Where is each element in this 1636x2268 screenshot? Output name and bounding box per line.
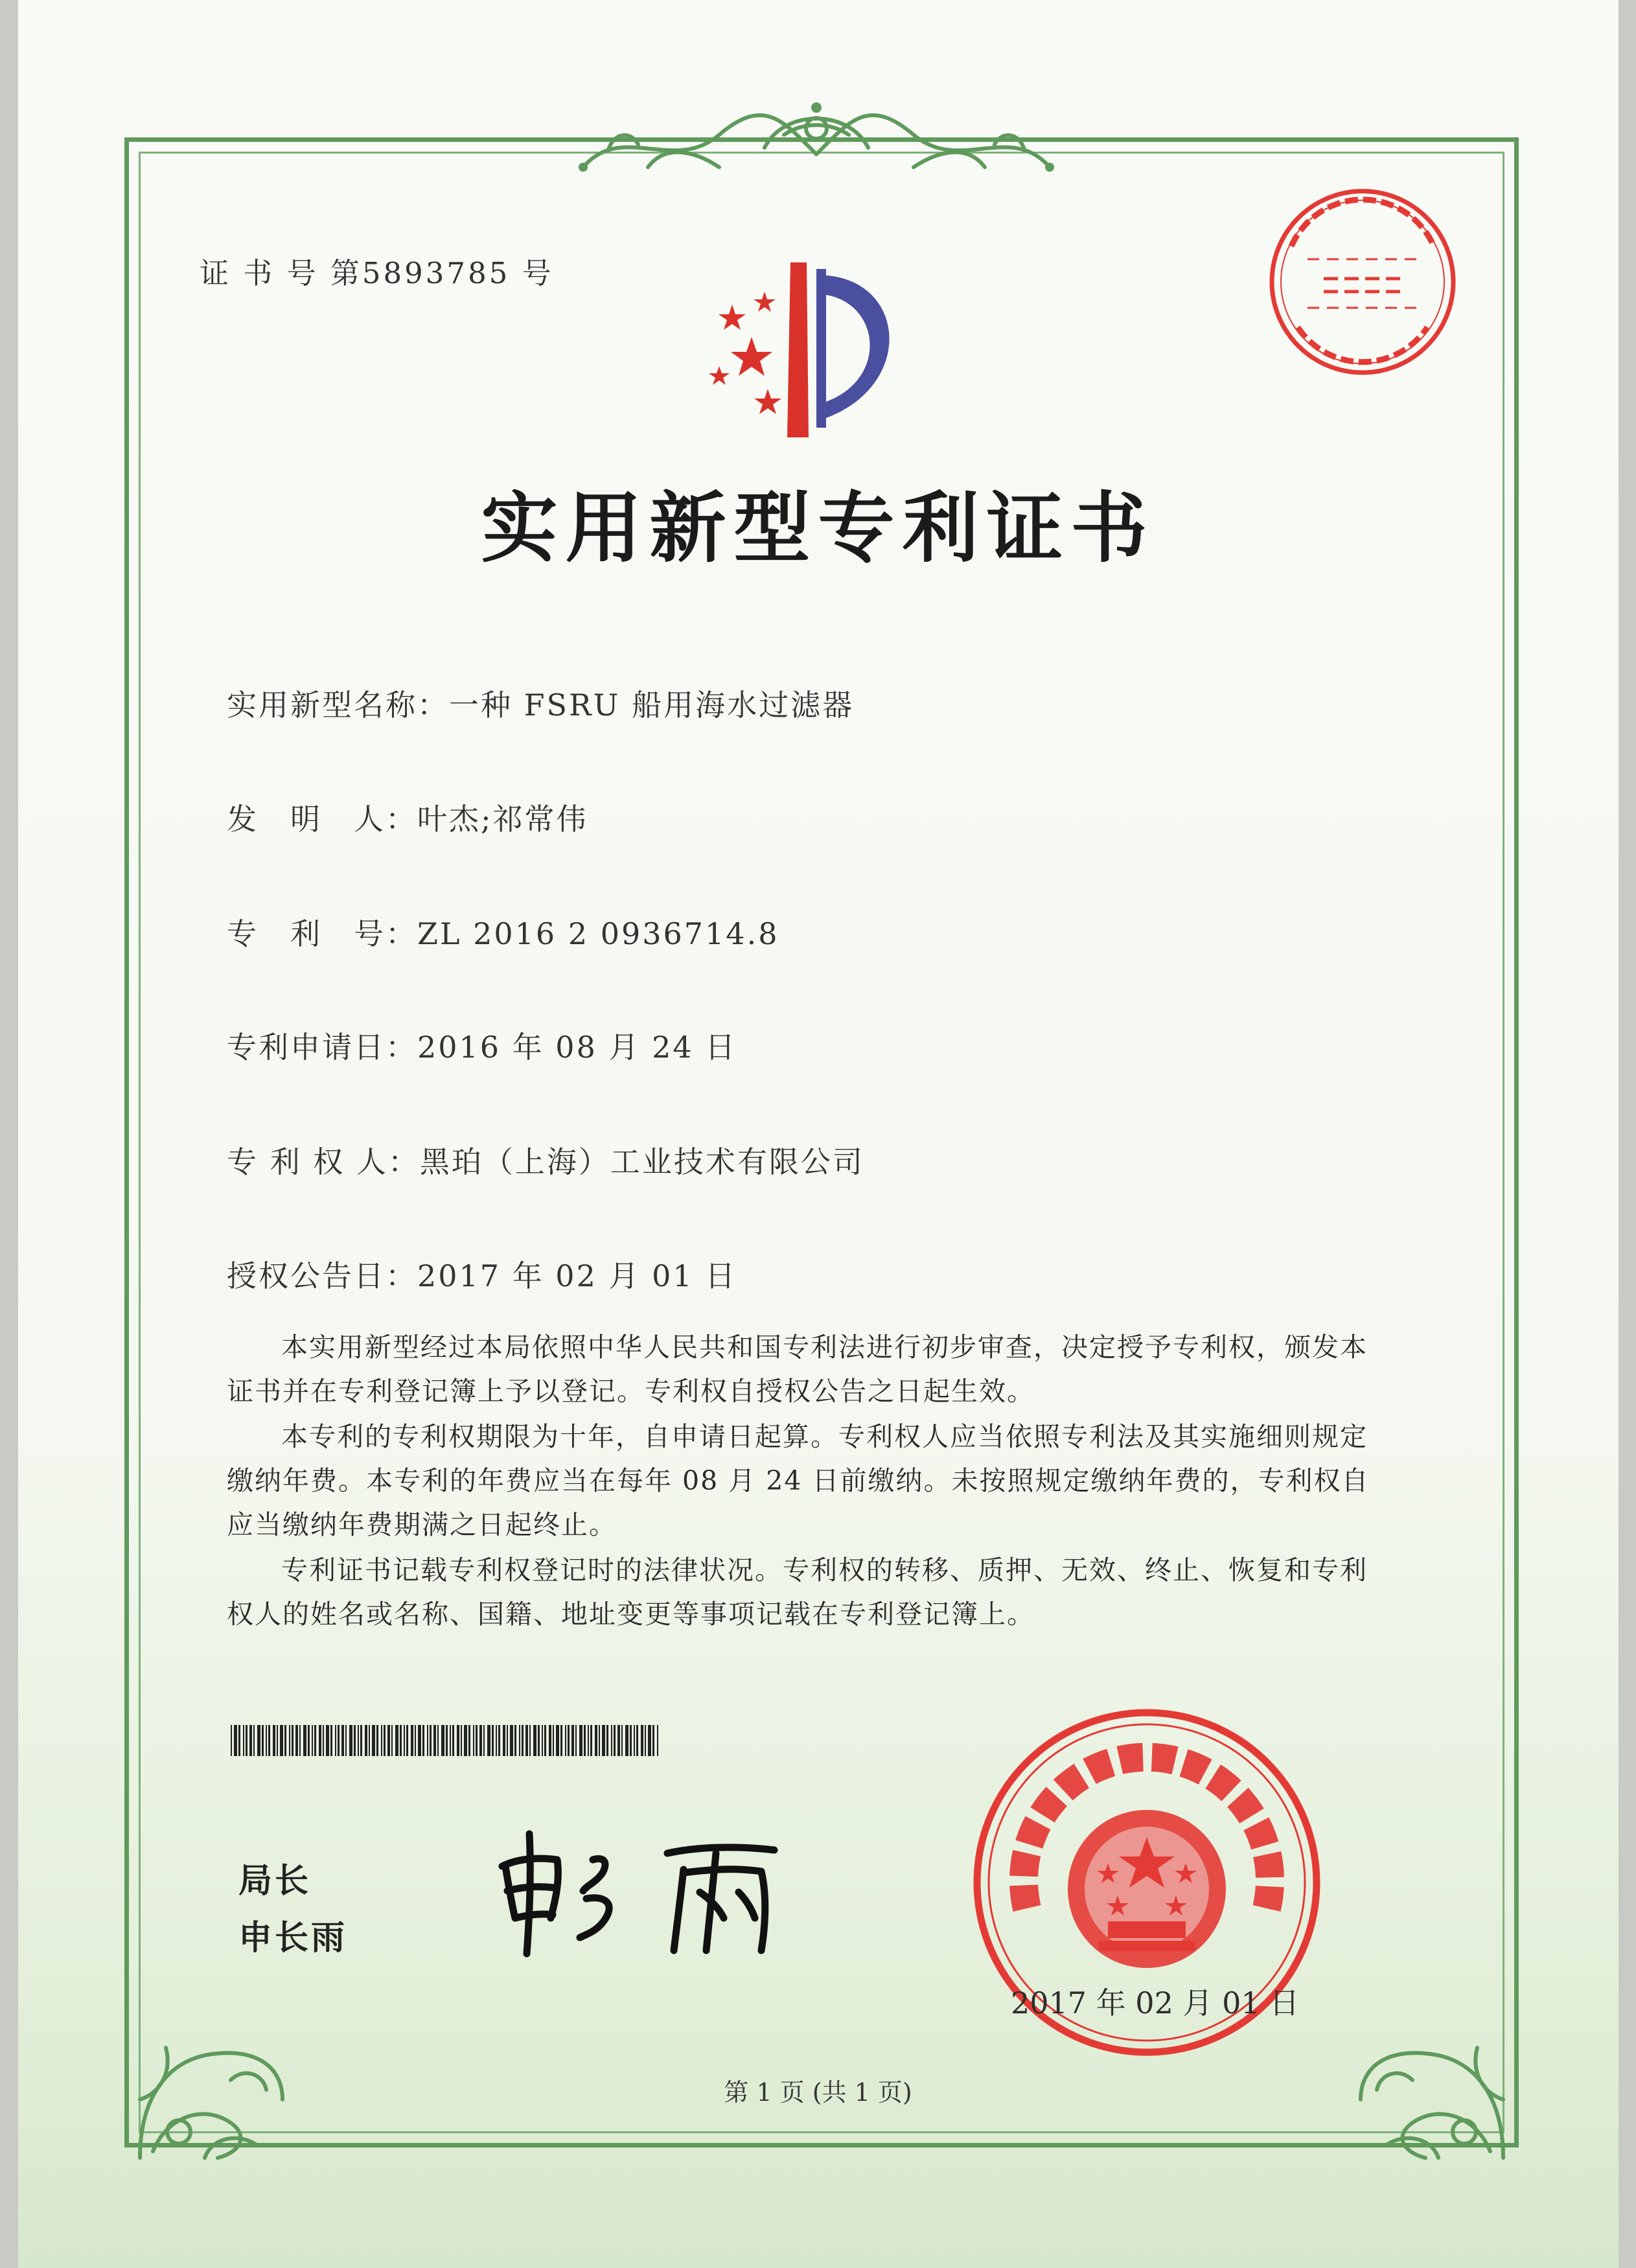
body-paragraph: 专利证书记载专利权登记时的法律状况。专利权的转移、质押、无效、终止、恢复和专利权人的姓名或名称、国籍、地址变更等事项记载在专利登记簿上。 [227, 1555, 1368, 1630]
field-value: 一种 FSRU 船用海水过滤器 [449, 688, 855, 723]
field-label: 专 利 号： [227, 916, 417, 951]
field-label: 专利申请日： [227, 1030, 417, 1065]
patent-office-logo-icon [693, 256, 939, 444]
field-value: 叶杰;祁常伟 [417, 802, 588, 837]
tax-stamp-icon [1262, 181, 1463, 382]
director-title: 局长 [238, 1862, 312, 1901]
field-value: 2017 年 02 月 01 日 [417, 1258, 737, 1293]
certificate-number: 证 书 号 第5893785 号 [200, 256, 554, 290]
barcode-icon [231, 1725, 658, 1756]
director-name: 申长雨 [238, 1919, 348, 1958]
field-label: 授权公告日： [227, 1258, 417, 1293]
field-application-date [227, 1024, 737, 1067]
body-paragraph: 本专利的专利权期限为十年，自申请日起算。专利权人应当依照专利法及其实施细则规定缴纳年费。本专利的年费应当在每年 08 月 24 日前缴纳。未按照规定缴纳年费的，专利权自应当缴纳年费期满之日起终止。 [227, 1421, 1370, 1540]
page-title: 实用新型专利证书 [481, 483, 1155, 573]
director-signature-icon [489, 1821, 826, 1963]
field-label: 发 明 人： [227, 802, 417, 837]
seal-date: 2017 年 02 月 01 日 [1011, 1985, 1300, 2020]
certificate-body-text [227, 1325, 1387, 1637]
field-grant-date [227, 1253, 737, 1295]
field-patentee [227, 1139, 864, 1181]
field-patent-number [227, 910, 779, 953]
field-inventor [227, 796, 588, 839]
field-utility-model-name [227, 682, 854, 724]
field-value: 黑珀（上海）工业技术有限公司 [419, 1144, 864, 1179]
field-value: 2016 年 08 月 24 日 [417, 1030, 737, 1065]
field-label: 实用新型名称： [227, 688, 449, 723]
page-number: 第 1 页 (共 1 页) [724, 2078, 912, 2107]
body-paragraph: 本实用新型经过本局依照中华人民共和国专利法进行初步审查，决定授予专利权，颁发本证书并在专利登记簿上予以登记。专利权自授权公告之日起生效。 [227, 1332, 1368, 1407]
field-label: 专 利 权 人： [227, 1144, 420, 1179]
field-value: ZL 2016 2 0936714.8 [417, 916, 779, 951]
top-ornament-icon [570, 96, 1063, 187]
